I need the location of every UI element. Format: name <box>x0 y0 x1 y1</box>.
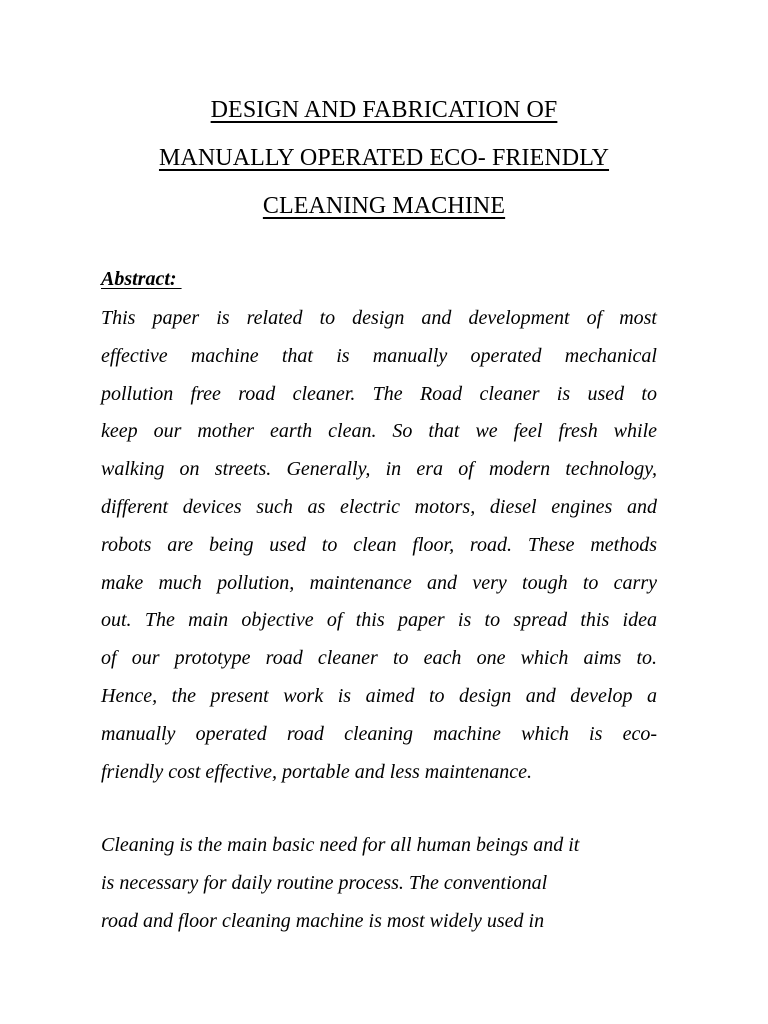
text-line: effective machine that is manually operated mechanical <box>101 344 657 367</box>
text-line: manually operated road cleaning machine which is eco- <box>101 722 657 745</box>
text-line: walking on streets. Generally, in era of modern technology, <box>101 458 657 481</box>
text-line: This paper is related to design and development of most <box>101 307 657 329</box>
body-paragraph <box>101 827 657 940</box>
text-line: pollution free road cleaner. The Road cleaner is used to <box>101 382 657 405</box>
text-line: robots are being used to clean floor, road. These methods <box>101 533 657 556</box>
text-line: out. The main objective of this paper is to spread this idea <box>101 609 657 632</box>
text-line: road and floor cleaning machine is most widely used in <box>101 909 545 932</box>
text-line: Hence, the present work is aimed to design and develop a <box>101 684 657 707</box>
title-line: CLEANING MACHINE <box>262 193 506 219</box>
text-line: of our prototype road cleaner to each one which aims to. <box>101 647 657 670</box>
text-line: different devices such as electric motors, diesel engines and <box>101 495 657 518</box>
text-line: Cleaning is the main basic need for all human beings and it <box>101 834 580 856</box>
text-line: is necessary for daily routine process. The conventional <box>101 871 548 894</box>
text-line: friendly cost effective, portable and less maintenance. <box>101 760 532 783</box>
title-line: DESIGN AND FABRICATION OF <box>210 97 558 123</box>
title-line: MANUALLY OPERATED ECO- FRIENDLY <box>158 145 610 171</box>
text-line: make much pollution, maintenance and very tough to carry <box>101 571 657 594</box>
abstract-paragraph <box>101 300 657 791</box>
paper-title <box>40 86 728 230</box>
text-line: keep our mother earth clean. So that we feel fresh while <box>101 420 657 443</box>
abstract-heading: Abstract: <box>101 268 182 290</box>
